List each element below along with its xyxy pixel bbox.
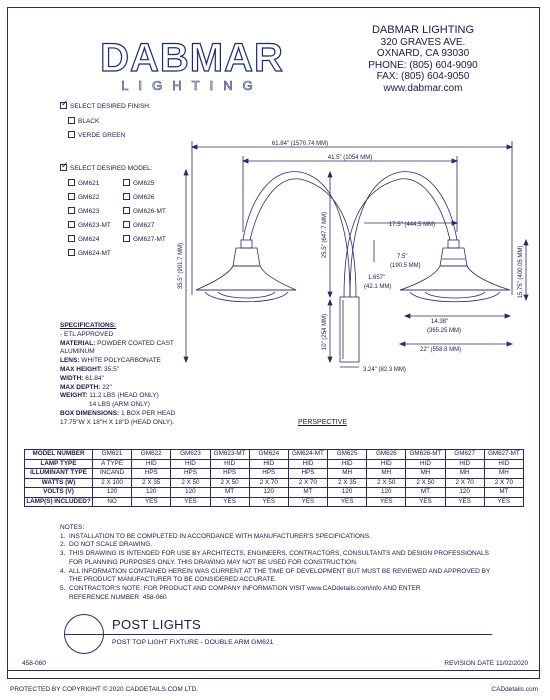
table-cell: 2 X 70 [484,478,523,488]
row-header: WATTS (W) [25,478,93,488]
model-option[interactable]: GM626 [123,193,154,201]
logo-sub-text: LIGHTING [121,78,263,93]
table-cell: HID [210,459,249,469]
table-cell: YES [406,497,445,507]
note-line: 1. INSTALLATION TO BE COMPLETED IN ACCORDANCE WITH MANUFACTURER'S SPECIFICATIONS. [60,532,371,540]
table-cell: GM623-MT [210,450,249,460]
table-cell: GM627 [445,450,484,460]
dim-overall-width: 61.84" (1570.74 MM) [271,141,329,147]
spec-item: 14 LBS (ARM ONLY) [89,401,150,409]
footer-copyright: PROTECTED BY COPYRIGHT © 2020 CADDETAILS.COM LTD. [10,686,199,693]
table-cell: 2 X 50 [210,478,249,488]
table-cell: YES [328,497,367,507]
table-cell: NO [93,497,132,507]
footer-revision: REVISION DATE 11/02/2020 [444,660,528,667]
table-cell: YES [210,497,249,507]
footer-site[interactable]: CADdetails.com [491,686,538,693]
spec-item: MATERIAL: POWDER COATED CAST ALUMINUM [60,339,174,356]
note-line: THE PRODUCT MANUFACTURER TO BE CONSIDERED ACCURATE. [60,576,277,584]
table-cell: YES [171,497,210,507]
dim-fixture-top-mm: (42.1 MM) [364,284,392,290]
table-cell: 120 [171,488,210,498]
spec-item: WIDTH: 61.84" [60,374,104,382]
row-header: LAMP TYPE [25,459,93,469]
table-cell: MT [210,488,249,498]
table-cell: YES [367,497,406,507]
model-option[interactable]: GM627-MT [123,235,166,243]
row-header: ILLUMINANT TYPE [25,469,93,479]
table-cell: GM625 [328,450,367,460]
notes-list [60,533,500,603]
finish-option-black[interactable]: BLACK [68,117,99,125]
left-arm [243,172,350,297]
model-option[interactable]: GM624-MT [68,249,111,257]
table-cell: HPS [171,469,210,479]
model-header: ✓SELECT DESIRED MODEL: [60,164,153,172]
table-cell: HID [132,459,171,469]
table-cell: HID [288,459,327,469]
table-cell: GM624 [249,450,288,460]
title-main: POST LIGHTS [112,617,202,632]
dim-max-height: 35.5" (901.7 MM) [178,242,184,290]
perspective-label[interactable]: PERSPECTIVE [298,419,348,426]
table-cell: HID [249,459,288,469]
company-web[interactable]: www.dabmar.com [383,82,463,94]
table-cell: 2 X 35 [328,478,367,488]
table-row [25,450,524,460]
table-cell: MH [328,469,367,479]
table-cell: YES [484,497,523,507]
table-cell: 2 X 100 [93,478,132,488]
footer-ref: 458-060 [22,660,46,667]
table-cell: 2 X 70 [445,478,484,488]
company-name: DABMAR LIGHTING [371,24,475,36]
table-cell: HPS [288,469,327,479]
table-cell: HID [367,459,406,469]
table-cell: MT [484,488,523,498]
title-subtitle: POST TOP LIGHT FIXTURE - DOUBLE ARM GM621 [112,639,274,646]
table-cell: 120 [249,488,288,498]
row-header: MODEL NUMBER [25,450,93,460]
dim-lens-dia-mm: (365.25 MM) [427,328,462,334]
right-arm [350,172,457,297]
table-cell: 2 X 50 [171,478,210,488]
model-option[interactable]: GM623-MT [68,221,111,229]
model-option[interactable]: GM624 [68,235,99,243]
dim-lens-dia: 14.38" [431,319,449,325]
table-cell: 120 [328,488,367,498]
dim-arm-height: 25.5" (647.7 MM) [322,211,328,259]
row-header: VOLTS (V) [25,488,93,498]
dim-fixture-height: 15.75" (400.05 MM) [518,245,524,299]
right-fixture [400,240,510,302]
spec-item: BOX DIMENSIONS: 1 BOX PER HEAD 17.75"W X 18"H X 18"D (HEAD ONLY). [60,409,176,426]
table-cell: GM626-MT [406,450,445,460]
table-cell: GM624-MT [288,450,327,460]
dim-shade-dia: 22" (558.8 MM) [420,347,462,353]
table-cell: YES [445,497,484,507]
table-cell: A TYPE [93,459,132,469]
table-cell: HID [445,459,484,469]
note-line: 5. CONTRACTOR'S NOTE: FOR PRODUCT AND COMPANY INFORMATION VISIT www.CADdetails.com/info AND ENTER [60,584,421,592]
dim-top-dia: 7.5" [397,254,408,260]
table-cell: 120 [445,488,484,498]
table-cell: MH [406,469,445,479]
table-cell: 120 [367,488,406,498]
table-cell: 2 X 70 [249,478,288,488]
table-cell: GM627-MT [484,450,523,460]
table-row [25,478,524,488]
table-cell: 2 X 35 [132,478,171,488]
finish-header: ✓SELECT DESIRED FINISH: [60,102,151,110]
dim-pole-height: 10" (254 MM) [322,313,328,351]
note-line: FOR PLANNING PURPOSES ONLY. THIS DRAWING MAY NOT BE USED FOR CONSTRUCTION. [60,558,358,566]
left-fixture [196,240,296,302]
table-cell: 2 X 70 [288,478,327,488]
spec-header: SPECIFICATIONS: [60,322,117,329]
note-line: 3. THIS DRAWING IS INTENDED FOR USE BY ARCHITECTS, ENGINEERS, CONTRACTORS, CONSULTANTS AND DESIGN PROFESSIONALS [60,550,489,558]
table-cell: YES [288,497,327,507]
table-cell: 2 X 50 [367,478,406,488]
company-address1: 320 GRAVES AVE. [380,36,466,48]
table-row [25,488,524,498]
dim-pole-width: 3.24" (82.3 MM) [363,367,406,373]
table-row [25,497,524,507]
spec-item: MAX HEIGHT: 35.5" [60,365,120,373]
table-cell: MH [445,469,484,479]
model-option[interactable]: GM626-MT [123,207,166,215]
dim-fixture-top: 1.657" [368,275,386,281]
note-line: REFERENCE NUMBER 458-060 [60,593,167,601]
model-option[interactable]: GM621 [68,179,99,187]
model-option[interactable]: GM627 [123,221,154,229]
spec-item: LENS: WHITE POLYCARBONATE [60,357,161,365]
table-cell: HID [406,459,445,469]
table-cell: GM622 [132,450,171,460]
company-phone: PHONE: (805) 604-9090 [368,59,478,71]
table-cell: INCAND [93,469,132,479]
table-cell: GM626 [367,450,406,460]
table-row [25,459,524,469]
table-cell: MT [406,488,445,498]
footer-divider [7,670,540,671]
table-cell: 120 [132,488,171,498]
note-line: 2. DO NOT SCALE DRAWING. [60,541,153,549]
dim-top-dia-mm: (190.5 MM) [390,263,421,269]
table-cell: MH [484,469,523,479]
finish-option-verde-green[interactable]: VERDE GREEN [68,131,125,139]
model-table [24,449,524,507]
company-fax: FAX: (805) 604-9050 [376,71,470,82]
table-cell: HID [484,459,523,469]
notes [60,524,500,602]
table-cell: GM623 [171,450,210,460]
model-option[interactable]: GM622 [68,193,99,201]
row-header: LAMP(S) INCLUDED? [26,497,91,505]
table-cell: YES [249,497,288,507]
table-cell: MH [367,469,406,479]
notes-header: NOTES: [60,524,85,531]
title-divider [64,634,492,635]
table-cell: YES [132,497,171,507]
table-cell: GM621 [93,450,132,460]
logo-main-text: DABMAR [100,36,284,80]
table-cell: HID [328,459,367,469]
model-option[interactable]: GM625 [123,179,154,187]
spec-item: MAX DEPTH: 22" [60,383,112,391]
spec-item: WEIGHT: 11.2 LBS (HEAD ONLY) [60,392,159,400]
company-address2: OXNARD, CA 93030 [376,48,470,59]
table-cell: HPS [132,469,171,479]
dim-arm-half: 17.5" (444.5 MM) [388,222,436,228]
model-option[interactable]: GM623 [68,207,99,215]
table-cell: HPS [210,469,249,479]
table-cell: HPS [249,469,288,479]
table-cell: 2 X 50 [406,478,445,488]
dim-arm-span: 41.5" (1054 MM) [327,155,373,161]
note-line: 4. ALL INFORMATION CONTAINED HEREIN WAS CURRENT AT THE TIME OF DEVELOPMENT BUT MUST BE REVIEWED AND APPROVED BY [60,567,491,575]
table-cell: HID [171,459,210,469]
table-cell: 120 [93,488,132,498]
table-row [25,469,524,479]
specifications [60,322,200,428]
table-cell: MT [288,488,327,498]
spec-item: - ETL APPROVED [60,330,114,338]
